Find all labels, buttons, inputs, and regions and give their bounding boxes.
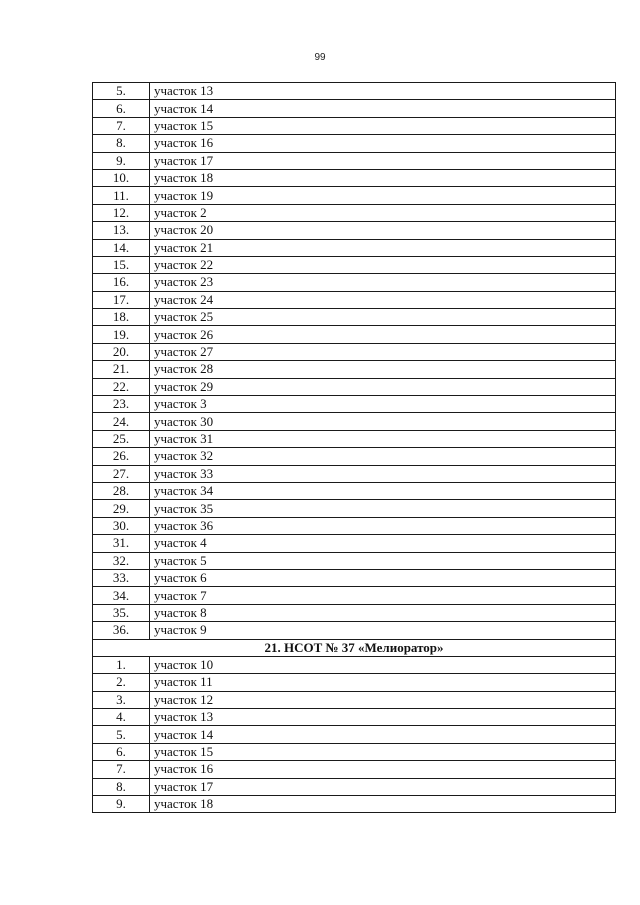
table-row — [93, 517, 616, 534]
row-number-cell: 31. — [93, 535, 150, 552]
row-number-cell: 7. — [93, 117, 150, 134]
row-number-cell: 2. — [93, 674, 150, 691]
table-row — [93, 622, 616, 639]
row-number-cell: 14. — [93, 239, 150, 256]
table-row — [93, 83, 616, 100]
plot-name-cell: участок 23 — [150, 274, 616, 291]
table-row — [93, 535, 616, 552]
table-row — [93, 204, 616, 221]
plot-name-cell: участок 14 — [150, 100, 616, 117]
plot-name-cell: участок 17 — [150, 152, 616, 169]
table-row — [93, 500, 616, 517]
row-number-cell: 6. — [93, 100, 150, 117]
plot-name-cell: участок 5 — [150, 552, 616, 569]
plot-name-cell: участок 12 — [150, 691, 616, 708]
plot-name-cell: участок 27 — [150, 343, 616, 360]
page-number: 99 — [314, 52, 326, 63]
plot-name-cell: участок 3 — [150, 396, 616, 413]
row-number-cell: 22. — [93, 378, 150, 395]
plot-name-cell: участок 15 — [150, 117, 616, 134]
plot-name-cell: участок 8 — [150, 604, 616, 621]
plot-name-cell: участок 16 — [150, 135, 616, 152]
plot-name-cell: участок 22 — [150, 256, 616, 273]
row-number-cell: 19. — [93, 326, 150, 343]
plot-name-cell: участок 35 — [150, 500, 616, 517]
plot-name-cell: участок 26 — [150, 326, 616, 343]
table-row — [93, 430, 616, 447]
row-number-cell: 10. — [93, 169, 150, 186]
row-number-cell: 4. — [93, 709, 150, 726]
row-number-cell: 16. — [93, 274, 150, 291]
table-row — [93, 291, 616, 308]
plot-name-cell: участок 6 — [150, 569, 616, 586]
plot-name-cell: участок 18 — [150, 169, 616, 186]
table-row — [93, 152, 616, 169]
row-number-cell: 3. — [93, 691, 150, 708]
plot-name-cell: участок 13 — [150, 83, 616, 100]
row-number-cell: 13. — [93, 222, 150, 239]
row-number-cell: 9. — [93, 152, 150, 169]
plot-name-cell: участок 32 — [150, 448, 616, 465]
plot-name-cell: участок 29 — [150, 378, 616, 395]
table-row — [93, 100, 616, 117]
plot-name-cell: участок 13 — [150, 709, 616, 726]
table-row — [93, 552, 616, 569]
row-number-cell: 8. — [93, 135, 150, 152]
row-number-cell: 24. — [93, 413, 150, 430]
plot-name-cell: участок 14 — [150, 726, 616, 743]
plot-name-cell: участок 15 — [150, 743, 616, 760]
table-row — [93, 761, 616, 778]
plot-name-cell: участок 34 — [150, 482, 616, 499]
table-row — [93, 465, 616, 482]
table-row — [93, 569, 616, 586]
plots-table — [92, 82, 616, 813]
row-number-cell: 23. — [93, 396, 150, 413]
plot-name-cell: участок 36 — [150, 517, 616, 534]
table-row — [93, 743, 616, 760]
row-number-cell: 25. — [93, 430, 150, 447]
row-number-cell: 36. — [93, 622, 150, 639]
plot-name-cell: участок 30 — [150, 413, 616, 430]
table-row — [93, 361, 616, 378]
row-number-cell: 18. — [93, 309, 150, 326]
plot-name-cell: участок 18 — [150, 796, 616, 813]
table-row — [93, 413, 616, 430]
plot-name-cell: участок 24 — [150, 291, 616, 308]
plot-name-cell: участок 25 — [150, 309, 616, 326]
table-row — [93, 656, 616, 673]
table-row — [93, 674, 616, 691]
table-row — [93, 482, 616, 499]
plot-name-cell: участок 31 — [150, 430, 616, 447]
table-row — [93, 378, 616, 395]
row-number-cell: 27. — [93, 465, 150, 482]
plot-name-cell: участок 11 — [150, 674, 616, 691]
plot-name-cell: участок 20 — [150, 222, 616, 239]
table-row — [93, 117, 616, 134]
table-row — [93, 604, 616, 621]
plot-name-cell: участок 9 — [150, 622, 616, 639]
row-number-cell: 8. — [93, 778, 150, 795]
row-number-cell: 29. — [93, 500, 150, 517]
row-number-cell: 33. — [93, 569, 150, 586]
plot-name-cell: участок 4 — [150, 535, 616, 552]
row-number-cell: 34. — [93, 587, 150, 604]
plot-name-cell: участок 17 — [150, 778, 616, 795]
row-number-cell: 20. — [93, 343, 150, 360]
plot-name-cell: участок 33 — [150, 465, 616, 482]
row-number-cell: 26. — [93, 448, 150, 465]
row-number-cell: 28. — [93, 482, 150, 499]
table-row — [93, 274, 616, 291]
row-number-cell: 12. — [93, 204, 150, 221]
table-row — [93, 187, 616, 204]
table-row — [93, 726, 616, 743]
plots-table-body — [93, 83, 616, 813]
section-title: 21. НСОТ № 37 «Мелиоратор» — [93, 639, 616, 656]
row-number-cell: 17. — [93, 291, 150, 308]
plot-name-cell: участок 16 — [150, 761, 616, 778]
row-number-cell: 6. — [93, 743, 150, 760]
table-row — [93, 709, 616, 726]
table-row — [93, 396, 616, 413]
row-number-cell: 7. — [93, 761, 150, 778]
row-number-cell: 5. — [93, 726, 150, 743]
table-row — [93, 309, 616, 326]
row-number-cell: 15. — [93, 256, 150, 273]
table-row — [93, 169, 616, 186]
section-header-row — [93, 639, 616, 656]
plot-name-cell: участок 10 — [150, 656, 616, 673]
table-row — [93, 326, 616, 343]
table-row — [93, 239, 616, 256]
plot-name-cell: участок 2 — [150, 204, 616, 221]
table-row — [93, 448, 616, 465]
table-row — [93, 256, 616, 273]
row-number-cell: 1. — [93, 656, 150, 673]
table-row — [93, 796, 616, 813]
table-row — [93, 135, 616, 152]
plot-name-cell: участок 19 — [150, 187, 616, 204]
row-number-cell: 11. — [93, 187, 150, 204]
row-number-cell: 9. — [93, 796, 150, 813]
table-row — [93, 587, 616, 604]
row-number-cell: 5. — [93, 83, 150, 100]
row-number-cell: 35. — [93, 604, 150, 621]
row-number-cell: 30. — [93, 517, 150, 534]
plot-name-cell: участок 21 — [150, 239, 616, 256]
row-number-cell: 32. — [93, 552, 150, 569]
row-number-cell: 21. — [93, 361, 150, 378]
plot-name-cell: участок 28 — [150, 361, 616, 378]
table-row — [93, 222, 616, 239]
table-row — [93, 691, 616, 708]
table-row — [93, 343, 616, 360]
plot-name-cell: участок 7 — [150, 587, 616, 604]
table-row — [93, 778, 616, 795]
